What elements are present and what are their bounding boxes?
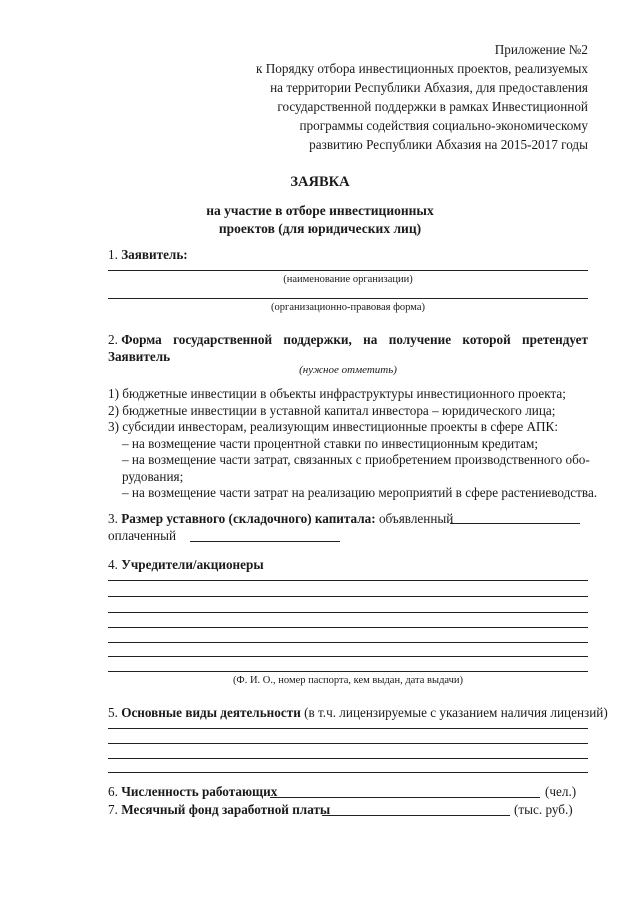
employees-unit: (чел.) — [545, 784, 577, 799]
paid-capital-label: оплаченный — [108, 528, 177, 543]
founders-caption: (Ф. И. О., номер паспорта, кем выдан, дата выдачи) — [232, 675, 464, 686]
founders-label: Учредители/акционеры — [121, 557, 264, 572]
heading-word: поддержки, — [283, 332, 352, 347]
heading-word: которой — [462, 332, 511, 347]
section-2-heading-line2: Заявитель — [108, 349, 171, 364]
paid-capital-field[interactable] — [190, 541, 340, 542]
heading-word: претендует — [522, 332, 588, 347]
section-5-heading — [108, 704, 608, 721]
founders-field-line[interactable] — [108, 580, 588, 581]
employees-label: Численность работающих — [121, 784, 278, 799]
section-1-heading — [108, 246, 188, 263]
founders-field-line[interactable] — [108, 656, 588, 657]
declared-capital-field[interactable] — [450, 523, 580, 524]
form-subtitle-line1: на участие в отборе инвестиционных — [206, 203, 434, 218]
support-suboption-interest[interactable]: – на возмещение части процентной ставки по инвестиционным кредитам; — [122, 435, 539, 451]
activities-field-line[interactable] — [108, 772, 588, 773]
section-6-heading — [108, 783, 277, 800]
founders-field-line[interactable] — [108, 612, 588, 613]
form-title: ЗАЯВКА — [290, 174, 350, 190]
payroll-unit: (тыс. руб.) — [514, 802, 573, 817]
annex-line: развитию Республики Абхазия на 2015-2017 годы — [309, 137, 588, 152]
heading-word: государственной — [173, 332, 273, 347]
section-7-heading — [108, 801, 330, 818]
organization-name-caption: (наименование организации) — [283, 274, 413, 285]
employees-field[interactable] — [270, 797, 540, 798]
annex-title: Приложение №2 — [494, 42, 588, 57]
organization-name-field[interactable] — [108, 270, 588, 271]
activities-field-line[interactable] — [108, 728, 588, 729]
support-option-3[interactable]: 3) субсидии инвесторам, реализующим инвестиционные проекты в сфере АПК: — [108, 419, 558, 434]
payroll-label: Месячный фонд заработной платы — [121, 802, 331, 817]
support-option-1[interactable]: 1) бюджетные инвестиции в объекты инфраструктуры инвестиционного проекта; — [108, 386, 566, 401]
legal-form-caption: (организационно-правовая форма) — [271, 302, 425, 313]
form-subtitle-line2: проектов (для юридических лиц) — [218, 221, 422, 236]
section-number: 4. — [108, 557, 122, 572]
support-option-2[interactable]: 2) бюджетные инвестиции в уставной капитал инвестора – юридического лица; — [108, 402, 556, 418]
choose-note: (нужное отметить) — [299, 364, 397, 376]
founders-field-line[interactable] — [108, 671, 588, 672]
activities-label: Основные виды деятельности — [121, 705, 301, 720]
heading-word: получение — [388, 332, 452, 347]
section-number: 5. — [108, 705, 122, 720]
founders-field-line[interactable] — [108, 627, 588, 628]
founders-field-line[interactable] — [108, 596, 588, 597]
support-suboption-equipment-cont: рудования; — [122, 468, 184, 484]
section-number: 6. — [108, 784, 122, 799]
capital-label: Размер уставного (складочного) капитала: — [121, 511, 376, 526]
support-suboption-equipment[interactable]: – на возмещение части затрат, связанных с приобретением производственного обо- — [122, 452, 590, 467]
section-3-heading — [108, 510, 453, 527]
declared-capital-label: объявленный — [375, 511, 454, 526]
annex-line: государственной поддержки в рамках Инвестиционной — [277, 99, 588, 114]
section-4-heading — [108, 556, 264, 573]
section-number: 7. — [108, 802, 122, 817]
founders-field-line[interactable] — [108, 642, 588, 643]
legal-form-field[interactable] — [108, 298, 588, 299]
section-number: 2. — [108, 332, 122, 347]
activities-field-line[interactable] — [108, 743, 588, 744]
annex-line: к Порядку отбора инвестиционных проектов, реализуемых — [256, 61, 588, 76]
heading-word: Форма — [121, 332, 162, 347]
annex-line: программы содействия социально-экономическому — [299, 118, 588, 133]
section-number: 1. — [108, 247, 122, 262]
section-2-heading — [108, 332, 588, 348]
support-suboption-crops[interactable]: – на возмещение части затрат на реализацию мероприятий в сфере растениеводства. — [122, 485, 598, 500]
section-number: 3. — [108, 511, 122, 526]
annex-line: на территории Республики Абхазия, для предоставления — [270, 80, 588, 95]
activities-field-line[interactable] — [108, 758, 588, 759]
applicant-label: Заявитель: — [121, 247, 188, 262]
activities-suffix: (в т.ч. лицензируемые с указанием наличия лицензий) — [300, 705, 608, 720]
payroll-field[interactable] — [322, 815, 510, 816]
heading-word: на — [363, 332, 378, 347]
